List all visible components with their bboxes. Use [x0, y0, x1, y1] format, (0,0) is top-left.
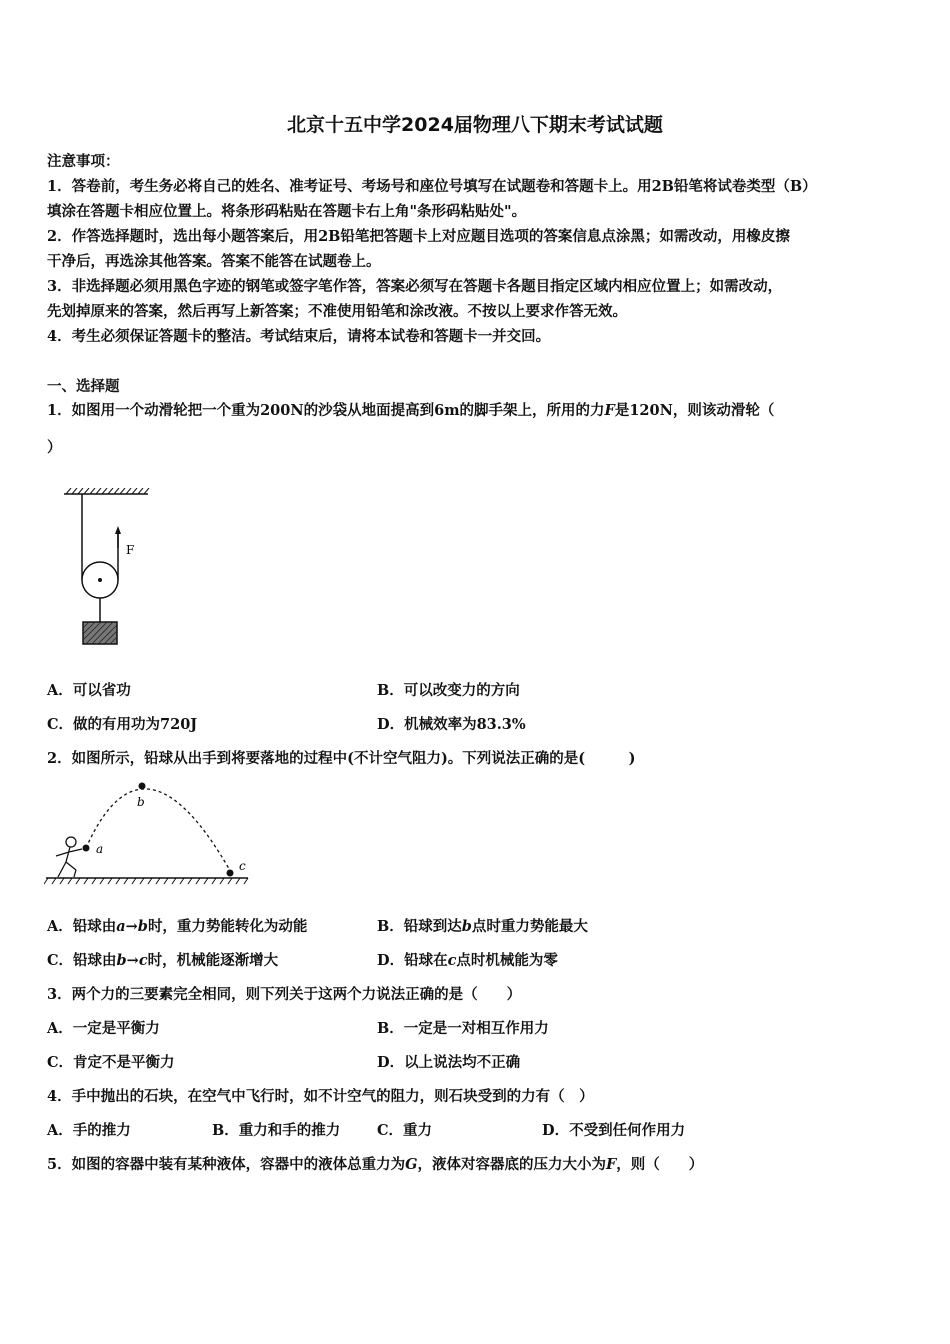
q2-option-a: [47, 917, 307, 937]
q2-b-text: B．铅球到达: [377, 918, 462, 935]
pulley-figure: [60, 488, 160, 650]
force-label: F: [126, 543, 135, 557]
section-heading: 一、选择题: [47, 378, 120, 395]
q1-stem: [47, 401, 907, 421]
q2-option-c: [47, 951, 278, 971]
ground-hatch: [44, 878, 248, 884]
q1-stem-end: ）: [47, 439, 62, 456]
q2-c-text: C．铅球由: [47, 952, 117, 969]
q4-stem: 4．手中抛出的石块，在空气中飞行时，如不计空气的阻力，则石块受到的力有（ ）: [47, 1088, 594, 1105]
q5-stem-part: ，则（ ）: [616, 1156, 704, 1173]
q1-option-a: A．可以省功: [47, 682, 131, 699]
shot-put-figure: [44, 778, 254, 888]
q2-b-text: 点时重力势能最大: [471, 918, 588, 935]
q3-option-d: D．以上说法均不正确: [377, 1054, 521, 1071]
q2-c-text: 时，机械能逐渐增大: [147, 952, 279, 969]
notice-line: 填涂在答题卡相应位置上。将条形码粘贴在答题卡右上角"条形码粘贴处"。: [47, 203, 527, 220]
q2-c-var: b→c: [116, 952, 148, 969]
ceiling-hatch: [66, 488, 149, 494]
q1-var-f: F: [604, 402, 615, 419]
q1-stem-part: 是120N，则该动滑轮（: [614, 402, 775, 419]
notice-line: 先划掉原来的答案，然后再写上新答案；不准使用铅笔和涂改液。不按以上要求作答无效。: [47, 303, 627, 320]
notice-line: 干净后，再选涂其他答案。答案不能答在试题卷上。: [47, 253, 381, 270]
q5-stem: [47, 1155, 907, 1175]
q4-option-b: B．重力和手的推力: [212, 1122, 341, 1139]
notice-line: 4．考生必须保证答题卡的整洁。考试结束后，请将本试卷和答题卡一并交回。: [47, 328, 551, 345]
ball-a: [83, 845, 90, 852]
notice-line: 2．作答选择题时，选出每小题答案后，用2B铅笔把答题卡上对应题目选项的答案信息点涂黑；如需改动，用橡皮擦: [47, 228, 790, 245]
notice-heading: 注意事项：: [47, 153, 120, 170]
q5-var-f: F: [605, 1156, 617, 1173]
notice-line: 1．答卷前，考生务必将自己的姓名、准考证号、考场号和座位号填写在试题卷和答题卡上。用2B铅笔将试卷类型（B）: [47, 178, 817, 195]
label-b: b: [137, 795, 145, 809]
q1-option-d: D．机械效率为83.3%: [377, 716, 526, 733]
q2-d-text: D．铅球在: [377, 952, 448, 969]
thrower: [56, 837, 82, 877]
q3-stem: 3．两个力的三要素完全相同，则下列关于这两个力说法正确的是（ ）: [47, 986, 522, 1003]
q2-option-d: [377, 951, 558, 971]
q3-option-b: B．一定是一对相互作用力: [377, 1020, 549, 1037]
q3-option-a: A．一定是平衡力: [47, 1020, 160, 1037]
ball-b: [139, 783, 146, 790]
trajectory: [86, 789, 232, 874]
force-arrowhead: [115, 526, 121, 534]
q4-option-d: D．不受到任何作用力: [542, 1122, 686, 1139]
q5-stem-part: ，液体对容器底的压力大小为: [417, 1156, 606, 1173]
sandbag: [83, 622, 117, 644]
q2-stem: 2．如图所示，铅球从出手到将要落地的过程中(不计空气阻力)。下列说法正确的是( ): [47, 750, 636, 767]
q5-var-g: G: [405, 1156, 418, 1173]
q2-b-var: b: [461, 918, 472, 935]
label-c: c: [239, 859, 246, 873]
q2-d-text: 点时机械能为零: [456, 952, 558, 969]
pulley-axle: [98, 578, 102, 582]
page-title: 北京十五中学2024届物理八下期末考试试题: [287, 114, 663, 136]
q1-option-c: C．做的有用功为720J: [47, 716, 198, 733]
q2-a-text: 时，重力势能转化为动能: [147, 918, 308, 935]
label-a: a: [96, 842, 104, 856]
q4-option-a: A．手的推力: [47, 1122, 131, 1139]
q2-a-var: a→b: [116, 918, 148, 935]
notice-line: 3．非选择题必须用黑色字迹的钢笔或签字笔作答，答案必须写在答题卡各题目指定区域内相应位置上；如需改动，: [47, 278, 783, 295]
q2-a-text: A．铅球由: [47, 918, 117, 935]
q5-stem-part: 5．如图的容器中装有某种液体，容器中的液体总重力为: [47, 1156, 406, 1173]
q1-stem-part: 1．如图用一个动滑轮把一个重为200N的沙袋从地面提高到6m的脚手架上，所用的力: [47, 402, 605, 419]
q4-option-c: C．重力: [377, 1122, 433, 1139]
q2-d-var: c: [447, 952, 457, 969]
q2-option-b: [377, 917, 588, 937]
q1-option-b: B．可以改变力的方向: [377, 682, 520, 699]
ball-c: [227, 870, 234, 877]
q3-option-c: C．肯定不是平衡力: [47, 1054, 175, 1071]
